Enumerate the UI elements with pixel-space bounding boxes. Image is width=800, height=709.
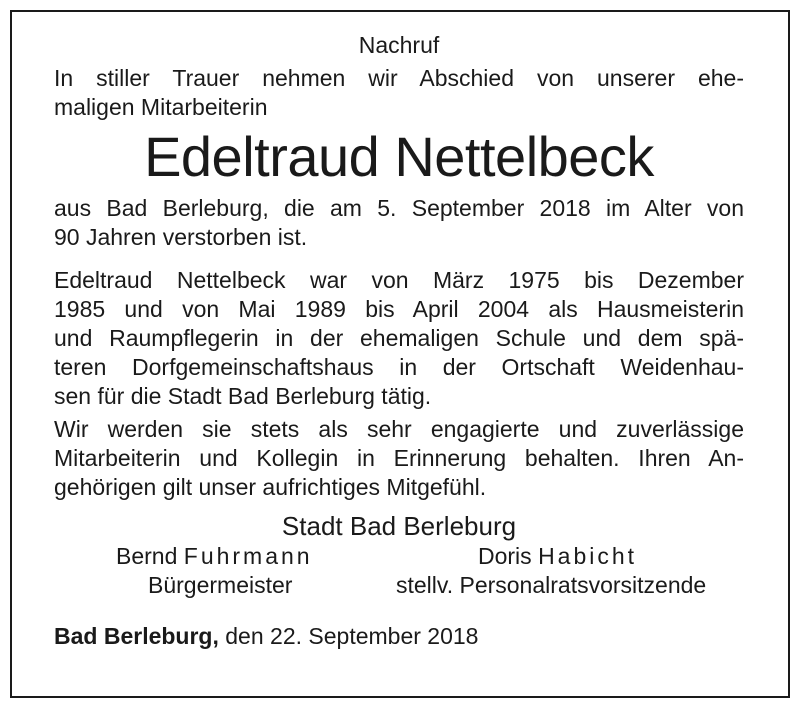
career-line: teren Dorfgemeinschaftshaus in der Ortschaft Weidenhau-	[54, 354, 744, 380]
intro-line: maligen Mitarbeiterin	[54, 94, 268, 120]
signer-left-last-name: Fuhrmann	[183, 543, 313, 569]
tribute-paragraph	[54, 415, 744, 502]
footer-place: Bad Berleburg,	[54, 623, 219, 649]
footer-date: den 22. September 2018	[218, 623, 479, 649]
signer-right-first-name: Doris	[478, 543, 532, 569]
origin-line: 90 Jahren verstorben ist.	[54, 224, 308, 250]
origin-line: aus Bad Berleburg, die am 5. September 2018 im Alter von	[54, 195, 744, 221]
career-line: und Raumpflegerin in der ehemaligen Schule und dem spä-	[54, 325, 744, 351]
career-line: 1985 und von Mai 1989 bis April 2004 als Hausmeisterin	[54, 296, 744, 322]
signer-right-role: stellv. Personalratsvorsitzende	[396, 572, 707, 598]
intro-line: In stiller Trauer nehmen wir Abschied von unserer ehe-	[54, 65, 744, 91]
origin-paragraph	[54, 194, 744, 252]
signature-organization: Stadt Bad Berleburg	[281, 511, 517, 541]
deceased-name: Edeltraud Nettelbeck	[144, 125, 654, 188]
signature-roles-row	[54, 571, 744, 600]
tribute-line: Mitarbeiterin und Kollegin in Erinnerung behalten. Ihren An-	[54, 445, 744, 471]
signer-left-first-name: Bernd	[116, 543, 178, 569]
tribute-line: gehörigen gilt unser aufrichtiges Mitgefühl.	[54, 474, 487, 500]
career-line: sen für die Stadt Bad Berleburg tätig.	[54, 383, 432, 409]
career-paragraph	[54, 266, 744, 411]
signature-names-row	[54, 542, 744, 571]
place-date-line	[54, 622, 744, 651]
intro-paragraph	[54, 64, 744, 122]
signer-right-last-name: Habicht	[538, 543, 638, 569]
signer-left-name	[116, 542, 313, 571]
signer-right-name	[478, 542, 637, 571]
tribute-line: Wir werden sie stets als sehr engagierte und zuverlässige	[54, 416, 744, 442]
notice-heading: Nachruf	[358, 32, 440, 58]
obituary-notice	[54, 30, 744, 651]
career-line: Edeltraud Nettelbeck war von März 1975 bis Dezember	[54, 267, 744, 293]
signer-left-role: Bürgermeister	[148, 572, 293, 598]
